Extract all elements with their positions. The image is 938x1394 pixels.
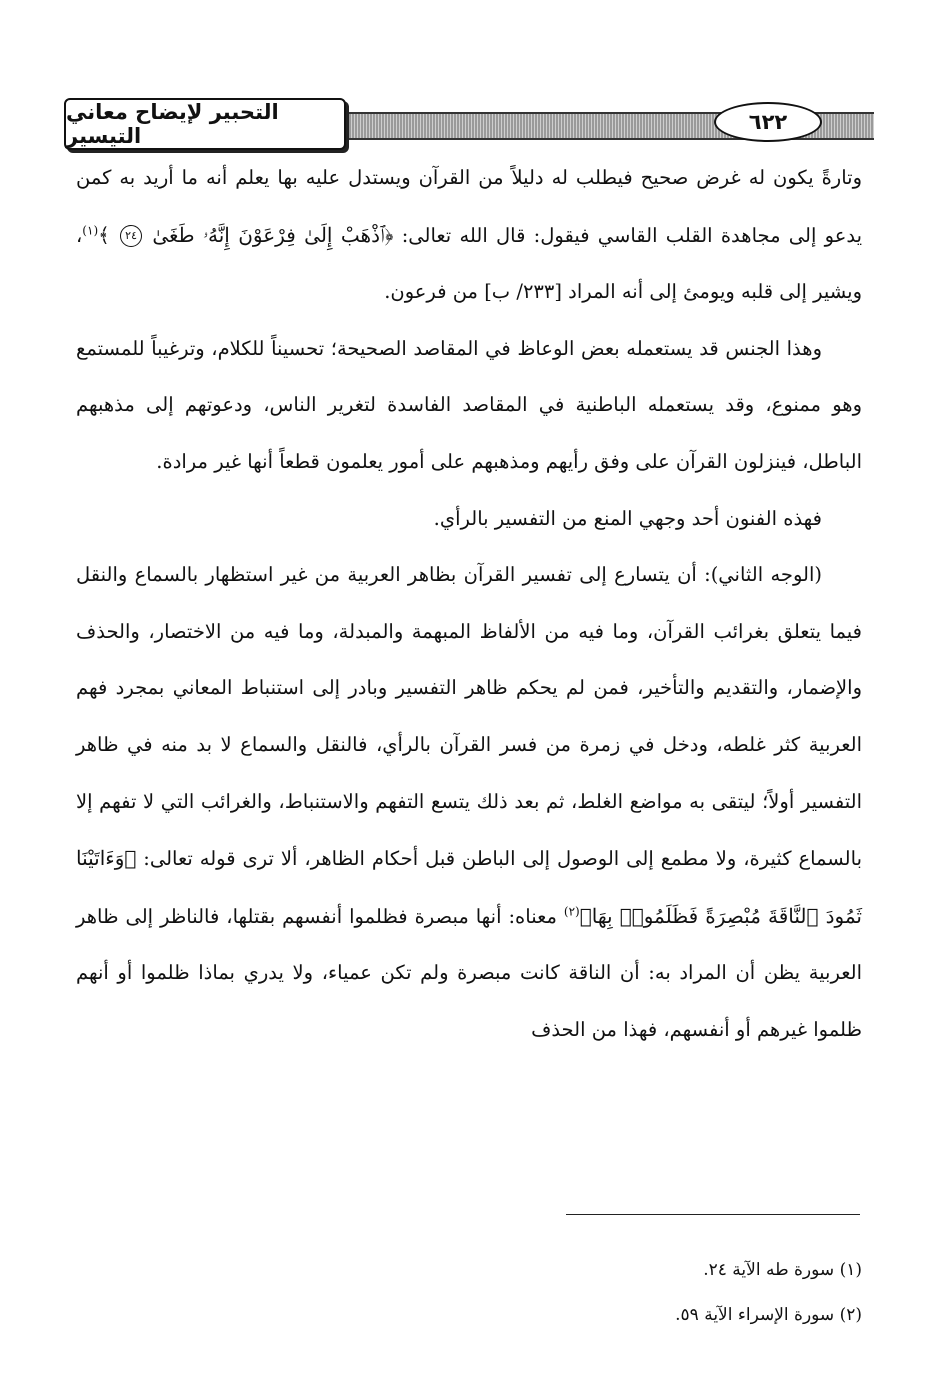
footnote-ref-2[interactable]: (٢) bbox=[563, 904, 580, 919]
main-text bbox=[76, 150, 862, 1059]
footnote-ref-1[interactable]: (١) bbox=[82, 223, 99, 238]
paragraph-1-text: وتارةً يكون له غرض صحيح فيطلب له دليلاً من القرآن ويستدل عليه بها يعلم أنه ما أريد به كمن يدعو إلى مجاهدة القلب القاسي فيقول: قال الله تعالى: bbox=[76, 166, 863, 247]
running-title: التحبير لإيضاح معاني التيسير bbox=[64, 98, 346, 150]
ayah-number-icon: ٢٤ bbox=[120, 225, 142, 247]
footnote-2: (٢) سورة الإسراء الآية ٥٩. bbox=[675, 1305, 862, 1325]
page-header bbox=[64, 98, 874, 154]
quran-quote-1: ﴿ٱذْهَبْ إِلَىٰ فِرْعَوْنَ إِنَّهُۥ طَغَىٰ bbox=[152, 222, 394, 247]
quran-quote-1-close: ﴾ bbox=[98, 222, 110, 247]
quran-quote-2: ﴿وَءَاتَيْنَا ثَمُودَ ٱلنَّاقَةَ مُبْصِرَةً فَظَلَمُوا۟ بِهَا﴾ bbox=[76, 846, 862, 928]
footnote-separator bbox=[566, 1214, 860, 1215]
page-number: ٦٢٢ bbox=[714, 102, 822, 142]
paragraph-1 bbox=[76, 150, 862, 321]
paragraph-1-text-cont: ، ويشير إلى قلبه ويومئ إلى أنه المراد [٢٣٣/ ب] من فرعون. bbox=[76, 223, 862, 304]
paragraph-4-text-cont: معناه: أنها مبصرة فظلموا أنفسهم بقتلها، فالناظر إلى ظاهر العربية يظن أن المراد به: أن الناقة كانت مبصرة ولم تكن عمياء، ولا يدري بماذا ظلموا أو أنهم ظلموا غيرهم أو أنفسهم، فهذا من الحذف bbox=[76, 904, 862, 1041]
paragraph-4-text: (الوجه الثاني): أن يتسارع إلى تفسير القرآن بظاهر العربية من غير استظهار بالسماع والنقل فيما يتعلق بغرائب القرآن، وما فيه من الألفاظ المبهمة والمبدلة، وما فيه من الاختصار، والحذف والإضمار، والتقديم والتأخير، فمن لم يحكم ظاهر التفسير وبادر إلى استنباط المعاني بمجرد فهم العربية كثر غلطه، ودخل في زمرة من فسر القرآن بالرأي، فالنقل والسماع لا بد منه في ظاهر التفسير أولاً؛ ليتقى به مواضع الغلط، ثم بعد ذلك يتسع التفهم والاستنباط، والغرائب التي لا تفهم إلا بالسماع كثيرة، ولا مطمع إلى الوصول إلى الباطن قبل أحكام الظاهر، ألا ترى قوله تعالى: bbox=[76, 563, 862, 871]
paragraph-2: وهذا الجنس قد يستعمله بعض الوعاظ في المقاصد الصحيحة؛ تحسيناً للكلام، وترغيباً للمستمع وهو ممنوع، وقد يستعمله الباطنية في المقاصد الفاسدة لتغرير الناس، ودعوتهم إلى مذهبهم الباطل، فينزلون القرآن على وفق رأيهم ومذهبهم على أمور يعلمون قطعاً أنها غير مرادة. bbox=[76, 336, 862, 473]
footnote-1: (١) سورة طه الآية ٢٤. bbox=[703, 1260, 862, 1280]
footnotes bbox=[76, 1248, 862, 1338]
paragraph-3: فهذه الفنون أحد وجهي المنع من التفسير بالرأي. bbox=[433, 506, 822, 530]
paragraph-4 bbox=[76, 547, 862, 1058]
